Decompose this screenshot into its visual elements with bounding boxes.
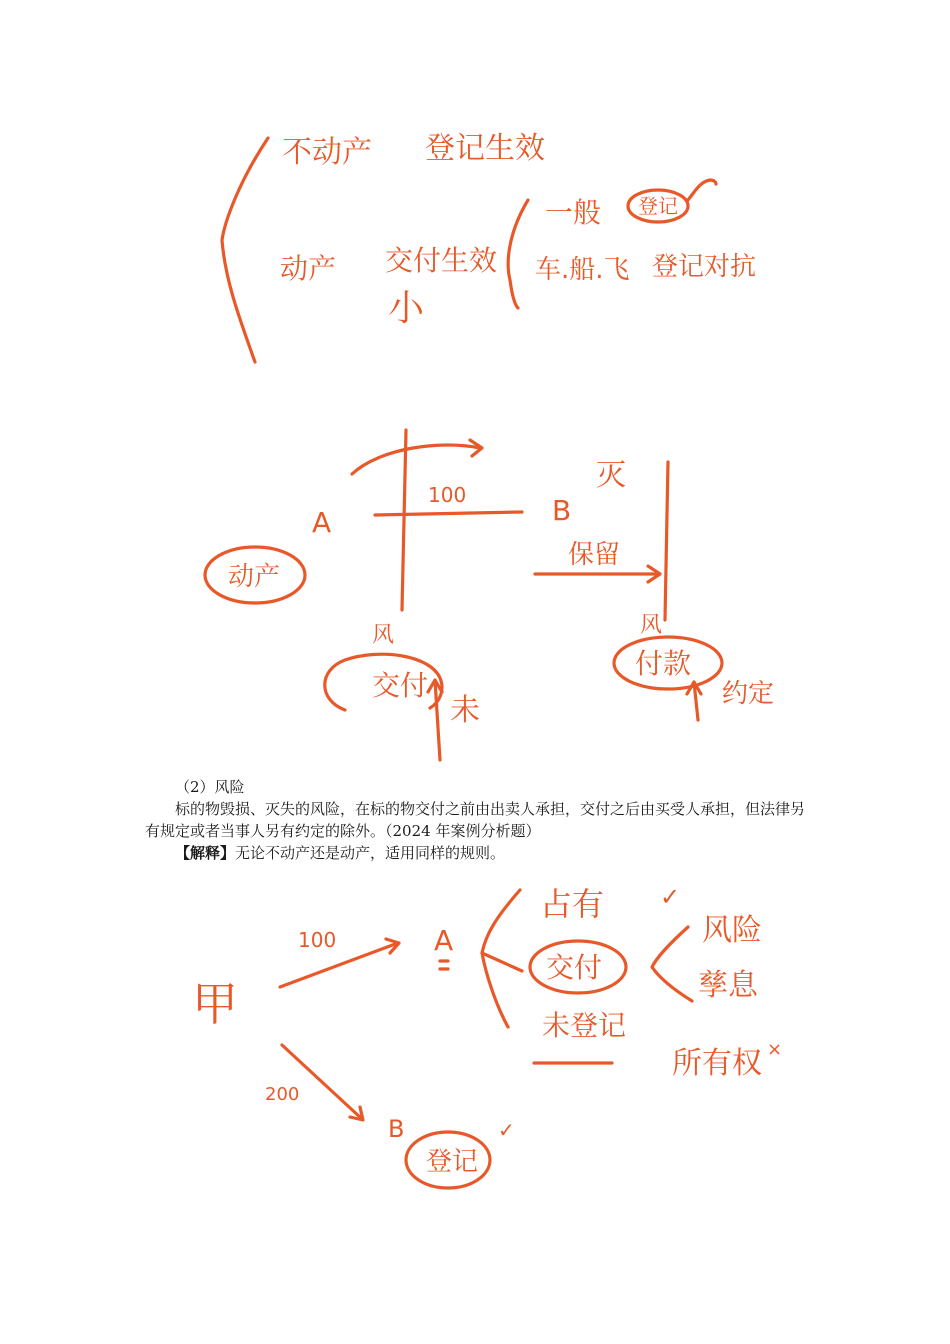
- label-small: 小: [388, 288, 425, 329]
- label-general-rule: 登记: [638, 194, 678, 218]
- label-special-rule: 登记对抗: [652, 252, 757, 282]
- arrow-to-b: [282, 1045, 362, 1119]
- sketch-double-sale: [0, 875, 950, 1205]
- label-price-a: 100: [298, 928, 337, 952]
- label-registered: 登记: [426, 1147, 479, 1177]
- explanation-body: 无论不动产还是动产，适用同样的规则。: [235, 844, 506, 862]
- a-bracket: [482, 890, 522, 1027]
- check-possession: ✓: [660, 883, 681, 911]
- label-party-b: B: [388, 1115, 405, 1143]
- label-possession: 占有: [540, 885, 605, 923]
- label-party-a: A: [312, 506, 332, 539]
- label-movable: 动产: [280, 252, 337, 285]
- label-destroyed: 灭: [596, 458, 626, 493]
- label-payment: 付款: [635, 647, 692, 680]
- label-delivery: 交付: [546, 951, 603, 984]
- label-price: 100: [428, 483, 467, 507]
- a-marks: [440, 961, 448, 969]
- label-movable-rule: 交付生效: [385, 244, 498, 277]
- left-bracket: [222, 138, 268, 362]
- label-not-registered: 未登记: [542, 1009, 627, 1042]
- risk-paragraph: 标的物毁损、灭失的风险，在标的物交付之前由出卖人承担，交付之后由买受人承担，但法律另有规定或者当事人另有约定的除外。（2024 年案例分析题）: [145, 800, 806, 840]
- cloud-tail: [688, 180, 716, 200]
- vertical-line-b: [665, 462, 668, 620]
- label-risk: 风险: [702, 913, 762, 948]
- text-section-risk: [145, 776, 805, 864]
- explanation-label: 【解释】: [175, 844, 236, 862]
- sketch-property-rules: [0, 110, 950, 380]
- vertical-line-a: [402, 430, 406, 610]
- not-yet-arrow: [435, 680, 440, 760]
- label-party-b: B: [552, 494, 572, 527]
- label-agreement: 约定: [722, 679, 775, 709]
- section-heading: （2）风险: [175, 778, 245, 796]
- label-risk-1: 风: [372, 623, 395, 648]
- label-general: 一般: [545, 196, 602, 229]
- label-ownership: 所有权: [672, 1046, 762, 1081]
- label-delivery: 交付: [372, 669, 429, 702]
- label-special: 车.船.飞: [535, 255, 630, 285]
- right-bracket: [652, 927, 692, 1001]
- label-income: 孳息: [698, 968, 758, 1003]
- label-movable: 动产: [228, 562, 281, 592]
- label-not-yet: 未: [450, 693, 480, 728]
- sub-bracket: [508, 200, 528, 308]
- explanation-line: [145, 842, 805, 864]
- label-immovable-rule: 登记生效: [425, 131, 545, 166]
- label-seller: 甲: [192, 977, 238, 1031]
- check-registered: ✓: [498, 1118, 515, 1142]
- label-risk-2: 风: [640, 613, 663, 638]
- label-retention: 保留: [568, 540, 621, 570]
- cross-ownership: ×: [767, 1039, 783, 1060]
- arc-arrow: [352, 445, 480, 474]
- horizontal-line: [375, 512, 522, 515]
- label-price-b: 200: [265, 1084, 300, 1105]
- label-party-a: A: [434, 924, 454, 957]
- sketch-movable-timeline: [0, 420, 950, 765]
- label-immovable: 不动产: [282, 135, 372, 170]
